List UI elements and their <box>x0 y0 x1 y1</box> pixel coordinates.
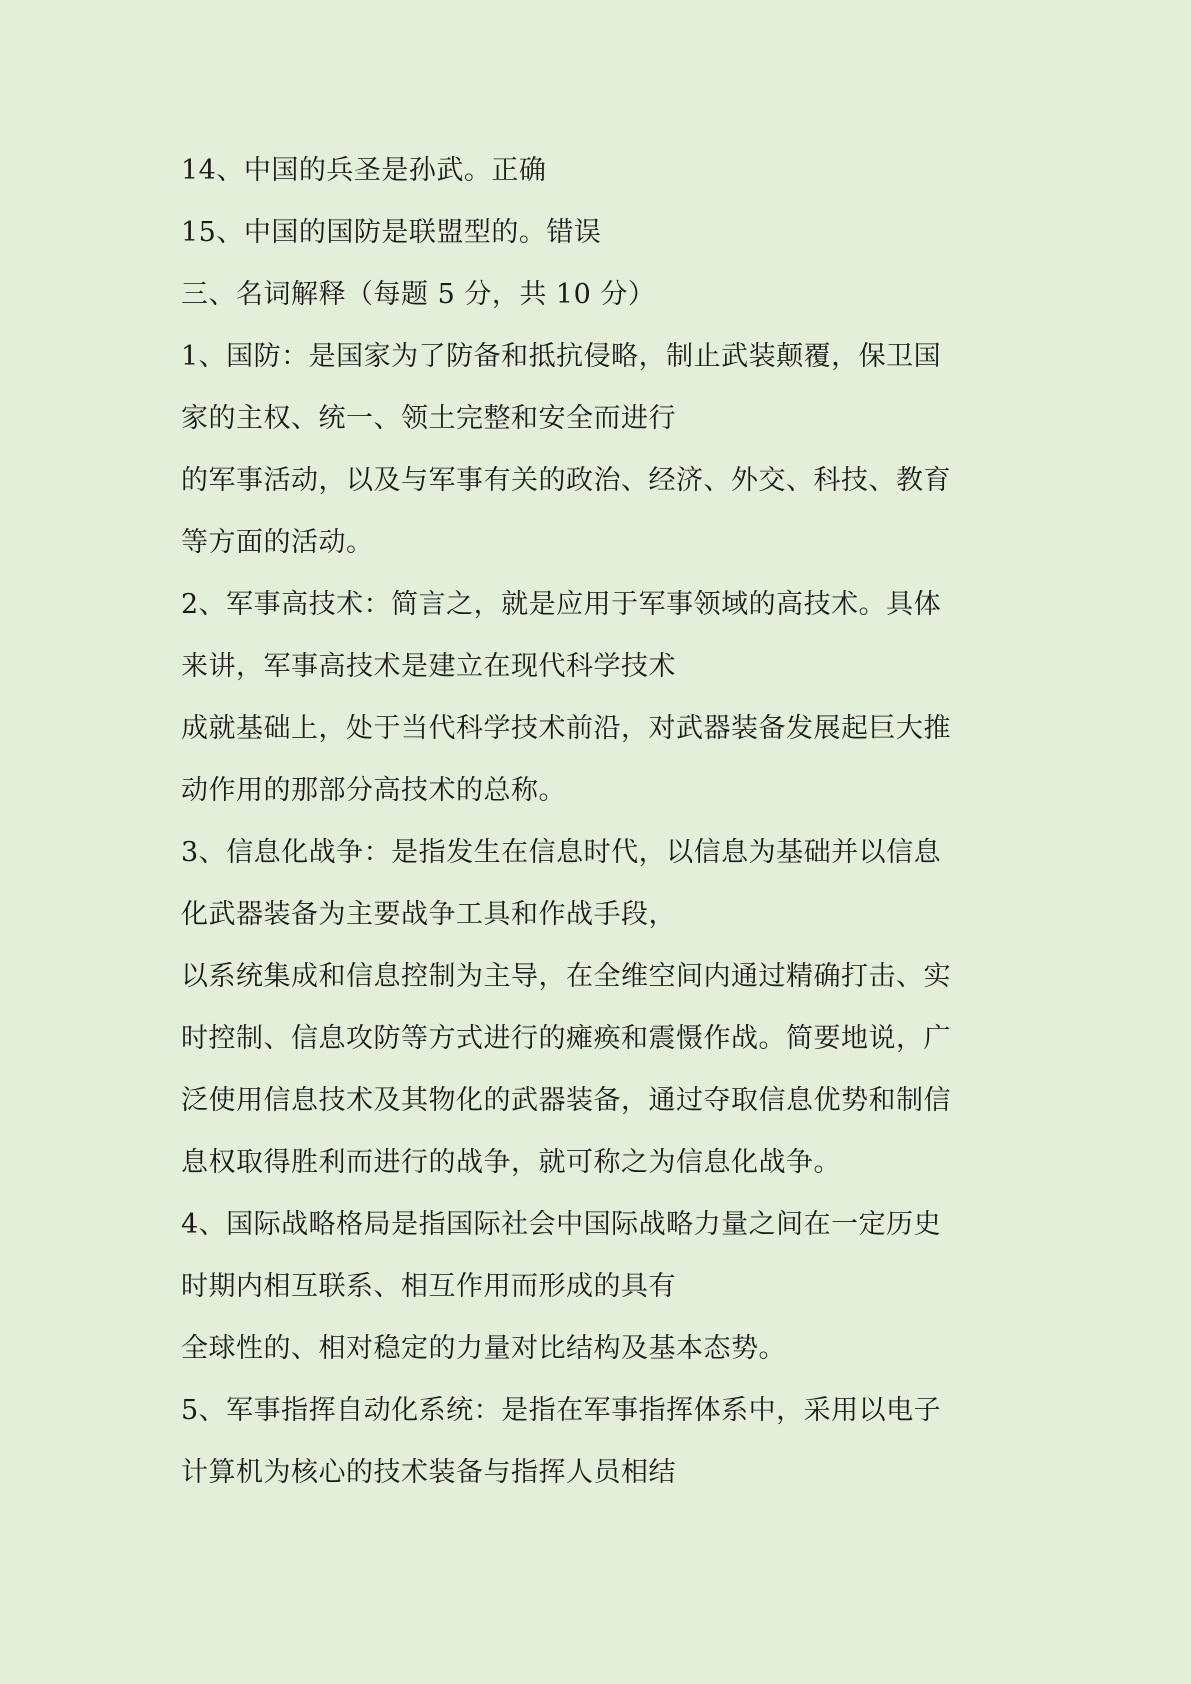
text-line: 15、中国的国防是联盟型的。错误 <box>181 217 602 248</box>
text-line: 泛使用信息技术及其物化的武器装备，通过夺取信息优势和制信 <box>181 1085 951 1116</box>
text-line: 化武器装备为主要战争工具和作战手段， <box>181 899 676 930</box>
text-line: 来讲，军事高技术是建立在现代科学技术 <box>181 651 676 682</box>
text-line: 等方面的活动。 <box>181 527 374 558</box>
text-line: 家的主权、统一、领土完整和安全而进行 <box>181 403 676 434</box>
text-line: 动作用的那部分高技术的总称。 <box>181 775 566 806</box>
text-line: 的军事活动，以及与军事有关的政治、经济、外交、科技、教育 <box>181 465 951 496</box>
text-line: 2、军事高技术：简言之，就是应用于军事领域的高技术。具体 <box>181 589 942 620</box>
text-line: 3、信息化战争：是指发生在信息时代，以信息为基础并以信息 <box>181 837 942 868</box>
text-line: 成就基础上，处于当代科学技术前沿，对武器装备发展起巨大推 <box>181 713 951 744</box>
text-line: 计算机为核心的技术装备与指挥人员相结 <box>181 1457 676 1488</box>
document-page <box>181 140 1021 1504</box>
text-line: 全球性的、相对稳定的力量对比结构及基本态势。 <box>181 1333 786 1364</box>
text-line: 5、军事指挥自动化系统：是指在军事指挥体系中，采用以电子 <box>181 1395 942 1426</box>
section-heading: 三、名词解释（每题 5 分，共 10 分） <box>181 279 656 310</box>
text-line: 1、国防：是国家为了防备和抵抗侵略，制止武装颠覆，保卫国 <box>181 341 942 372</box>
text-line: 息权取得胜利而进行的战争，就可称之为信息化战争。 <box>181 1147 841 1178</box>
text-line: 时期内相互联系、相互作用而形成的具有 <box>181 1271 676 1302</box>
text-line: 4、国际战略格局是指国际社会中国际战略力量之间在一定历史 <box>181 1209 942 1240</box>
text-line: 14、中国的兵圣是孙武。正确 <box>181 155 547 186</box>
text-line: 以系统集成和信息控制为主导，在全维空间内通过精确打击、实 <box>181 961 951 992</box>
text-line: 时控制、信息攻防等方式进行的瘫痪和震慑作战。简要地说，广 <box>181 1023 951 1054</box>
